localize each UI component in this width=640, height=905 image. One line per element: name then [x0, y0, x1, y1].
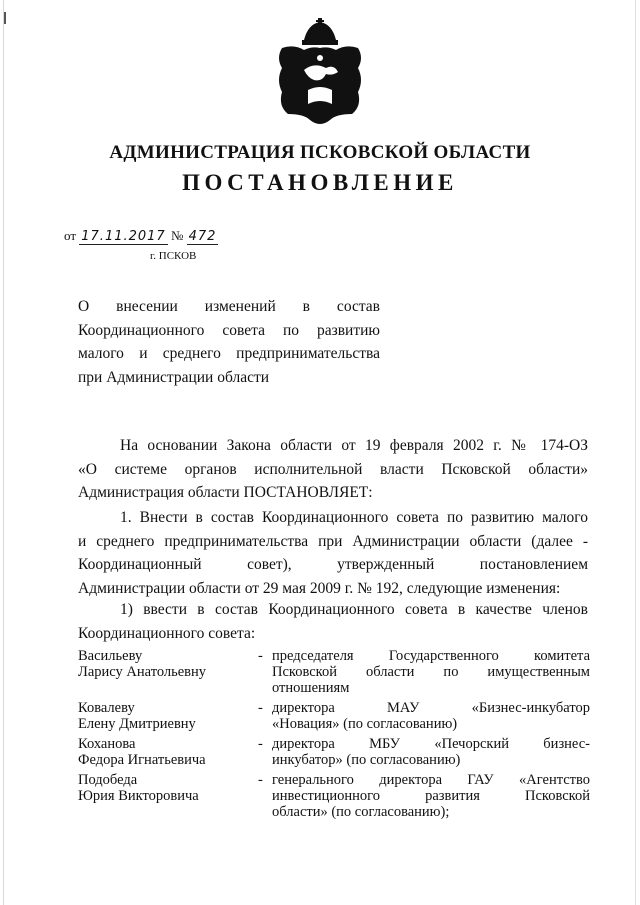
paragraph-line: Координационный совет), утвержденный постановлением — [78, 556, 588, 573]
member-position: директора МБУ «Печорский бизнес- инкубатор» (по согласованию) — [272, 736, 590, 768]
paragraph-line: Координационного совета: — [78, 624, 256, 642]
paragraph-legal-basis — [78, 434, 588, 505]
subject-line: Координационного совета по развитию — [78, 321, 380, 339]
organization-name: АДМИНИСТРАЦИЯ ПСКОВСКОЙ ОБЛАСТИ — [109, 142, 531, 163]
document-date: 17.11.2017 — [81, 229, 166, 244]
member-row — [78, 736, 590, 768]
subject-line: при Администрации области — [78, 368, 270, 386]
paragraph-line: Администрации области от 29 мая 2009 г. № 192, следующие изменения: — [78, 579, 561, 597]
member-row — [78, 772, 590, 820]
date-number-line — [64, 228, 218, 245]
member-name: Коханова Федора Игнатьевича — [78, 736, 206, 768]
subject-line: малого и среднего предпринимательства — [78, 345, 380, 362]
scan-mark — [4, 12, 6, 24]
paragraph-line: Администрация области ПОСТАНОВЛЯЕТ: — [78, 484, 373, 501]
paragraph-line: На основании Закона области от 19 февраля 2002 г. № 174-ОЗ — [120, 437, 588, 454]
paragraph-line: «О системе органов исполнительной власти Псковской области» — [78, 460, 588, 478]
member-dash: - — [258, 700, 263, 716]
member-name: Васильеву Ларису Анатольевну — [78, 648, 207, 680]
document-subject — [78, 295, 380, 389]
scan-edge-left — [3, 0, 4, 905]
paragraph-line: и среднего предпринимательства при Администрации области (далее - — [78, 532, 588, 550]
paragraph-line: 1) ввести в состав Координационного совета в качестве членов — [120, 601, 588, 618]
member-row — [78, 648, 590, 696]
member-position: директора МАУ «Бизнес-инкубатор «Новация» (по согласованию) — [272, 700, 590, 732]
document-type-title: ПОСТАНОВЛЕНИЕ — [182, 170, 458, 195]
scan-edge-right — [635, 0, 636, 905]
date-prefix: от — [64, 228, 77, 243]
paragraph-subitem-1 — [78, 598, 588, 645]
member-dash: - — [258, 772, 263, 788]
subject-line: О внесении изменений в состав — [78, 298, 380, 315]
number-prefix: № — [170, 228, 184, 243]
member-position: председателя Государственного комитета Псковской области по имущественным отношениям — [272, 648, 590, 696]
city: г. ПСКОВ — [150, 250, 197, 262]
member-row — [78, 700, 590, 732]
paragraph-item-1 — [78, 506, 588, 600]
member-name: Ковалеву Елену Дмитриевну — [78, 700, 196, 732]
members-list — [78, 648, 590, 824]
member-dash: - — [258, 736, 263, 752]
paragraph-line: 1. Внести в состав Координационного совета по развитию малого — [120, 509, 588, 526]
coat-of-arms-icon — [274, 18, 366, 128]
member-dash: - — [258, 648, 263, 664]
member-position: генерального директора ГАУ «Агентство инвестиционного развития Псковской области» (по согласованию); — [272, 772, 590, 820]
document-number: 472 — [188, 229, 217, 244]
member-name: Подобеда Юрия Викторовича — [78, 772, 199, 804]
